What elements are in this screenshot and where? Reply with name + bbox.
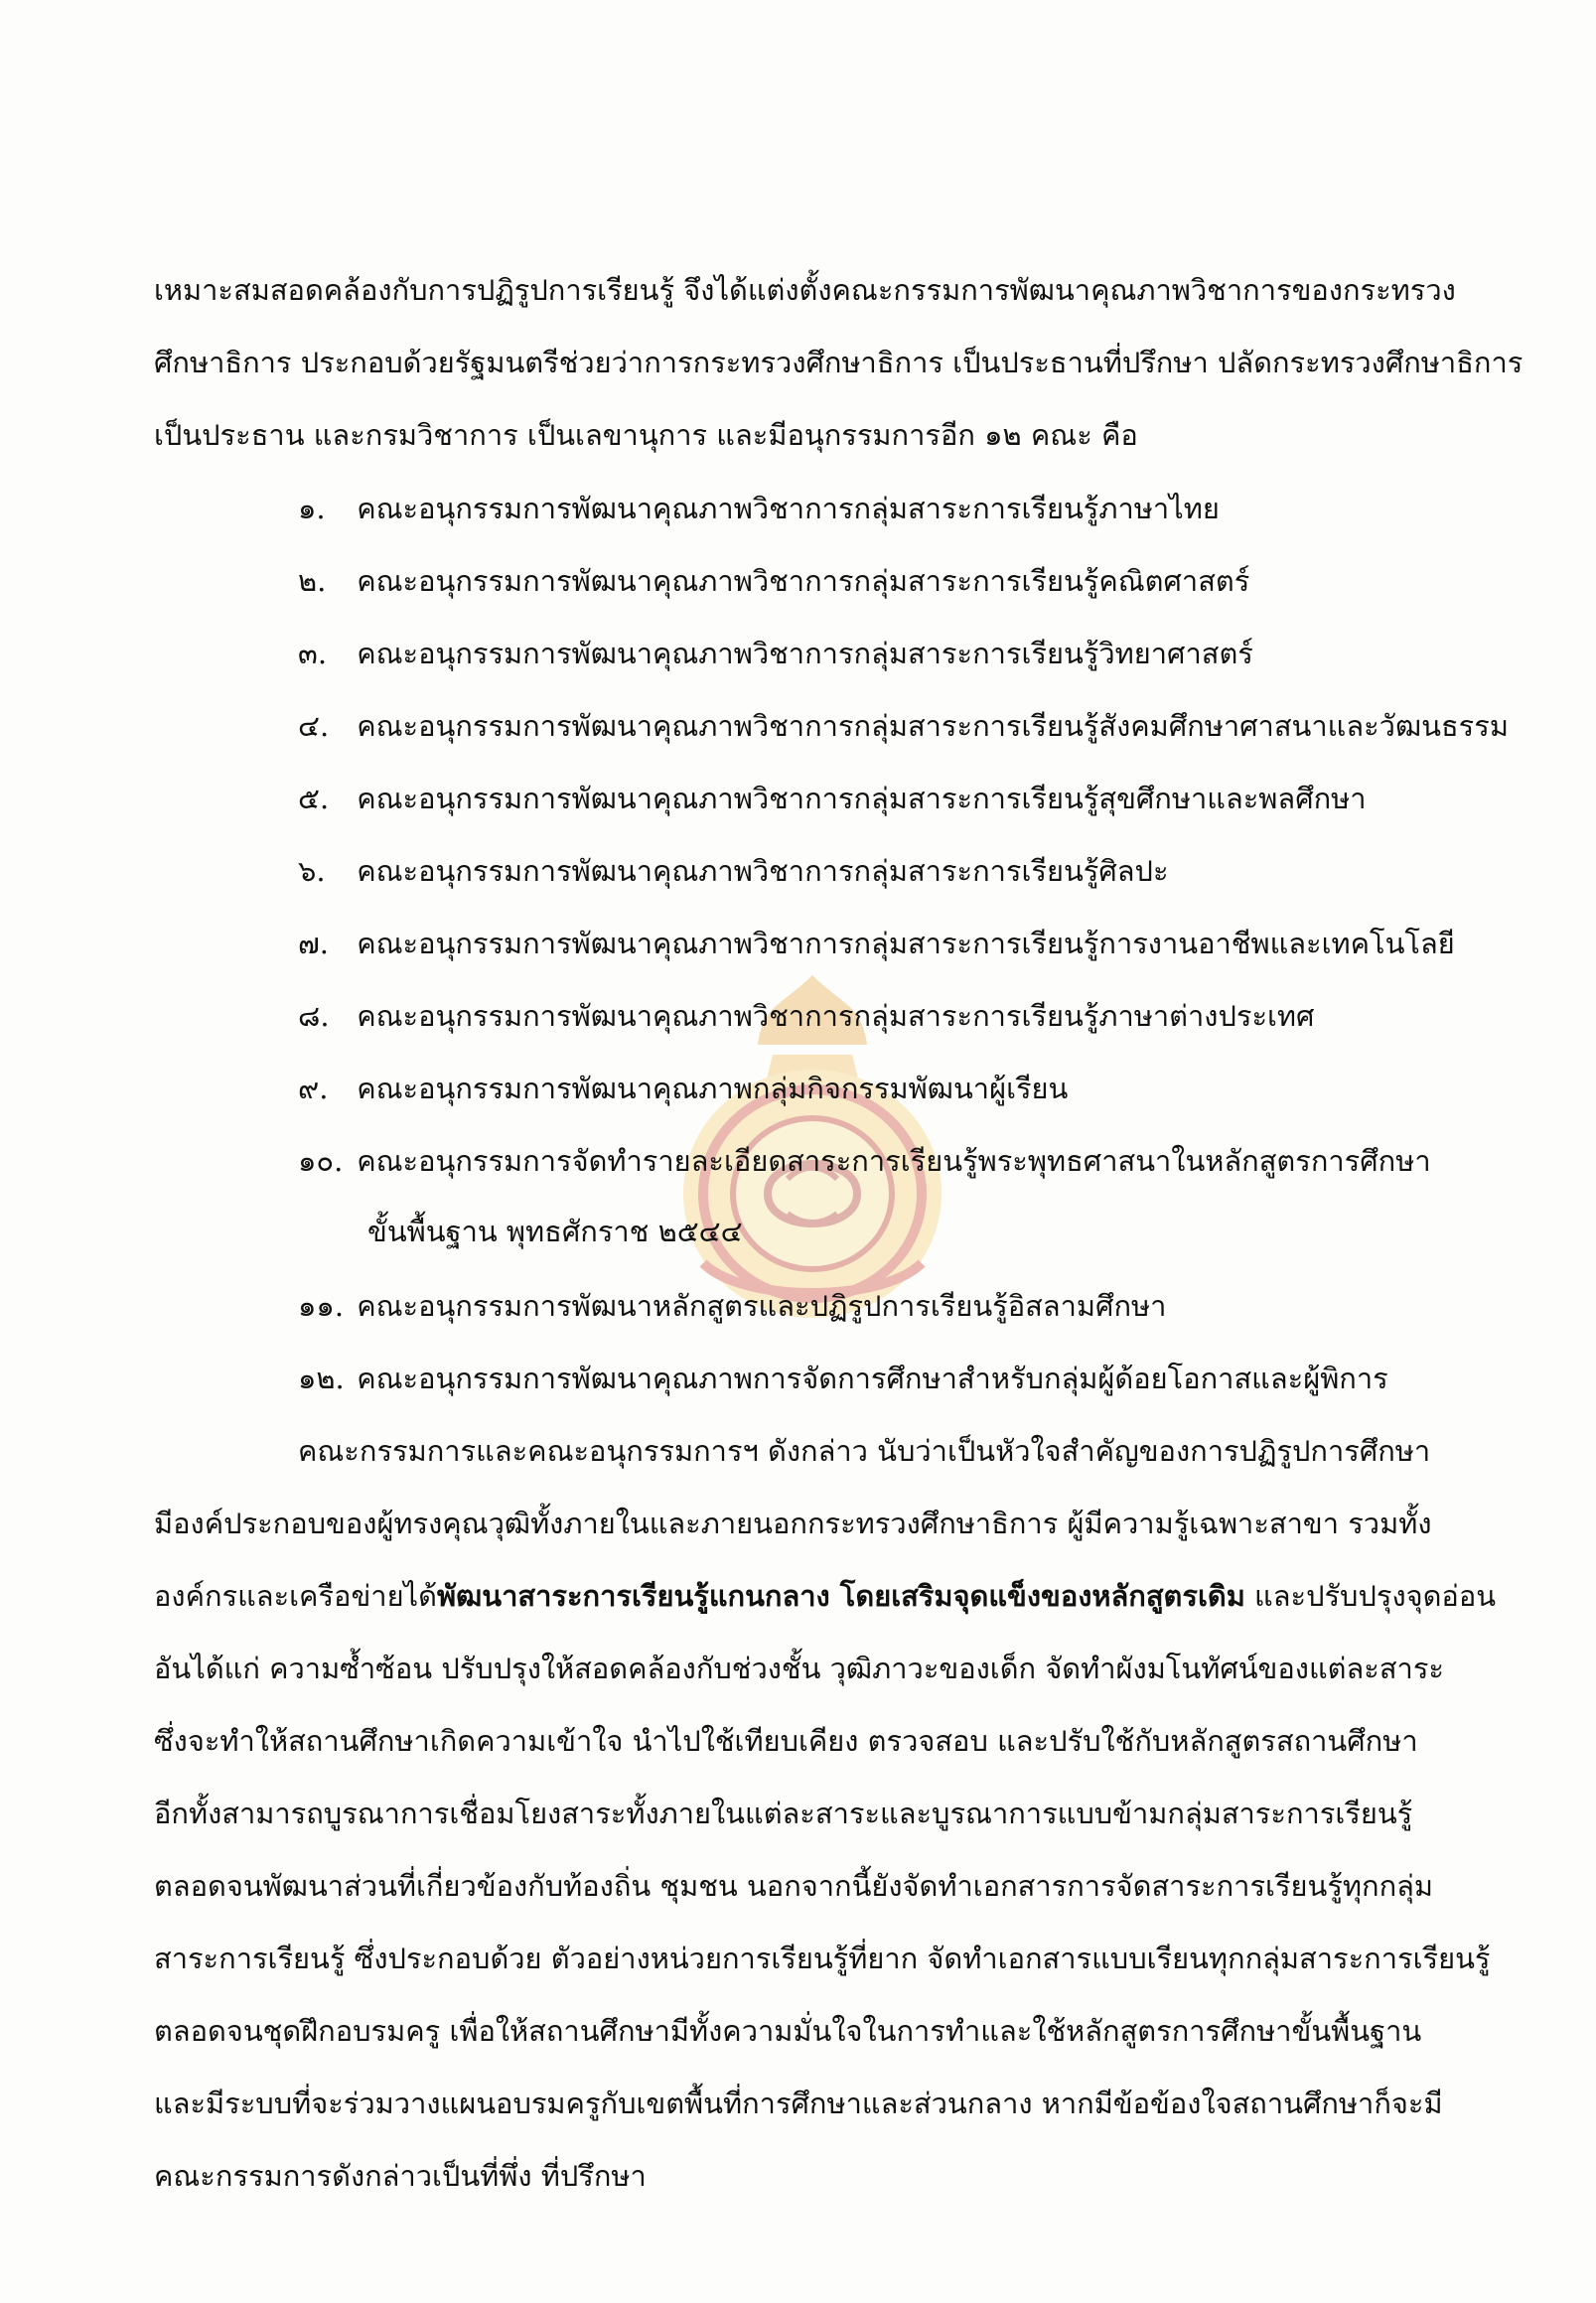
committee-number: ๑๑. bbox=[298, 1289, 345, 1323]
body-line-1: คณะกรรมการและคณะอนุกรรมการฯ ดังกล่าว นับว่าเป็นหัวใจสำคัญของการปฏิรูปการศึกษา bbox=[298, 1434, 1431, 1468]
committee-item bbox=[298, 1139, 1450, 1183]
body-line-4: อันได้แก่ ความซ้ำซ้อน ปรับปรุงให้สอดคล้องกับช่วงชั้น วุฒิภาวะของเด็ก จัดทำผังมโนทัศน์ของแต่ละสาระ bbox=[154, 1652, 1444, 1685]
committee-text: คณะอนุกรรมการพัฒนาคุณภาพการจัดการศึกษาสำหรับกลุ่มผู้ด้อยโอกาสและผู้พิการ bbox=[357, 1362, 1388, 1395]
committee-item bbox=[298, 632, 1450, 675]
body-bold-text: พัฒนาสาระการเรียนรู้แกนกลาง โดยเสริมจุดแข็งของหลักสูตรเดิม bbox=[436, 1579, 1245, 1613]
body-line-3 bbox=[154, 1574, 1497, 1618]
body-line-2: มีองค์ประกอบของผู้ทรงคุณวุฒิทั้งภายในและภายนอกกระทรวงศึกษาธิการ ผู้มีความรู้เฉพาะสาขา รวมทั้ง bbox=[154, 1507, 1432, 1540]
committee-number: ๘. bbox=[298, 999, 330, 1033]
committee-item bbox=[298, 487, 1450, 530]
committee-text: คณะอนุกรรมการพัฒนาคุณภาพวิชาการกลุ่มสาระการเรียนรู้ภาษาต่างประเทศ bbox=[357, 999, 1315, 1033]
committee-text: คณะอนุกรรมการพัฒนาคุณภาพวิชาการกลุ่มสาระการเรียนรู้สุขศึกษาและพลศึกษา bbox=[357, 782, 1367, 815]
committee-item bbox=[298, 994, 1450, 1038]
committee-text: คณะอนุกรรมการจัดทำรายละเอียดสาระการเรียนรู้พระพุทธศาสนาในหลักสูตรการศึกษา bbox=[357, 1144, 1431, 1178]
committee-item bbox=[298, 704, 1509, 748]
committee-number: ๔. bbox=[298, 709, 330, 743]
committee-number: ๑๒. bbox=[298, 1362, 345, 1395]
committee-item bbox=[298, 1067, 1450, 1110]
committee-number: ๓. bbox=[298, 637, 328, 670]
committee-number: ๕. bbox=[298, 782, 330, 815]
committee-number: ๖. bbox=[298, 854, 326, 888]
committee-number: ๑. bbox=[298, 492, 326, 525]
committee-number: ๙. bbox=[298, 1072, 329, 1105]
body-line-5: ซึ่งจะทำให้สถานศึกษาเกิดความเข้าใจ นำไปใช้เทียบเคียง ตรวจสอบ และปรับใช้กับหลักสูตรสถานศึกษา bbox=[154, 1724, 1418, 1758]
committee-text: คณะอนุกรรมการพัฒนาคุณภาพวิชาการกลุ่มสาระการเรียนรู้ศิลปะ bbox=[357, 854, 1169, 888]
body-text: และปรับปรุงจุดอ่อน bbox=[1244, 1579, 1497, 1613]
committee-text: คณะอนุกรรมการพัฒนาคุณภาพกลุ่มกิจกรรมพัฒนาผู้เรียน bbox=[357, 1072, 1069, 1105]
committee-text: คณะอนุกรรมการพัฒนาคุณภาพวิชาการกลุ่มสาระการเรียนรู้สังคมศึกษาศาสนาและวัฒนธรรม bbox=[357, 709, 1509, 743]
committee-number: ๗. bbox=[298, 927, 330, 960]
committee-item bbox=[298, 559, 1450, 603]
intro-line-2: ศึกษาธิการ ประกอบด้วยรัฐมนตรีช่วยว่าการกระทรวงศึกษาธิการ เป็นประธานที่ปรึกษา ปลัดกระทรวงศึกษาธิการ bbox=[154, 346, 1523, 379]
body-line-11: คณะกรรมการดังกล่าวเป็นที่พึ่ง ที่ปรึกษา bbox=[154, 2159, 647, 2193]
committee-text: คณะอนุกรรมการพัฒนาคุณภาพวิชาการกลุ่มสาระการเรียนรู้คณิตศาสตร์ bbox=[357, 564, 1250, 598]
committee-number: ๑๐. bbox=[298, 1144, 344, 1178]
committee-item bbox=[298, 1357, 1450, 1400]
body-line-6: อีกทั้งสามารถบูรณาการเชื่อมโยงสาระทั้งภายในแต่ละสาระและบูรณาการแบบข้ามกลุ่มสาระการเรียนรู้ bbox=[154, 1797, 1413, 1830]
body-text: องค์กรและเครือข่ายได้ bbox=[154, 1579, 437, 1613]
committee-item bbox=[298, 1284, 1450, 1328]
committee-item bbox=[298, 777, 1450, 820]
committee-text: คณะอนุกรรมการพัฒนาคุณภาพวิชาการกลุ่มสาระการเรียนรู้วิทยาศาสตร์ bbox=[357, 637, 1253, 670]
committee-text: คณะอนุกรรมการพัฒนาคุณภาพวิชาการกลุ่มสาระการเรียนรู้การงานอาชีพและเทคโนโลยี bbox=[357, 927, 1455, 960]
intro-line-1: เหมาะสมสอดคล้องกับการปฏิรูปการเรียนรู้ จึงได้แต่งตั้งคณะกรรมการพัฒนาคุณภาพวิชาการของกระทรวง bbox=[154, 273, 1456, 307]
body-line-7: ตลอดจนพัฒนาส่วนที่เกี่ยวข้องกับท้องถิ่น ชุมชน นอกจากนี้ยังจัดทำเอกสารการจัดสาระการเรียนรู้ทุกกลุ่ม bbox=[154, 1869, 1434, 1903]
committee-text-continued: ขั้นพื้นฐาน พุทธศักราช ๒๕๔๔ bbox=[367, 1215, 743, 1248]
committee-text: คณะอนุกรรมการพัฒนาคุณภาพวิชาการกลุ่มสาระการเรียนรู้ภาษาไทย bbox=[357, 492, 1220, 525]
committee-number: ๒. bbox=[298, 564, 327, 598]
committee-item bbox=[298, 922, 1455, 965]
intro-line-3: เป็นประธาน และกรมวิชาการ เป็นเลขานุการ และมีอนุกรรมการอีก ๑๒ คณะ คือ bbox=[154, 418, 1138, 452]
body-line-10: และมีระบบที่จะร่วมวางแผนอบรมครูกับเขตพื้นที่การศึกษาและส่วนกลาง หากมีข้อข้องใจสถานศึกษาก็จะมี bbox=[154, 2087, 1443, 2120]
committee-text: คณะอนุกรรมการพัฒนาหลักสูตรและปฏิรูปการเรียนรู้อิสลามศึกษา bbox=[357, 1289, 1167, 1323]
committee-item bbox=[298, 849, 1450, 893]
body-line-9: ตลอดจนชุดฝึกอบรมครู เพื่อให้สถานศึกษามีทั้งความมั่นใจในการทำและใช้หลักสูตรการศึกษาขั้นพื้นฐาน bbox=[154, 2014, 1422, 2048]
body-line-8: สาระการเรียนรู้ ซึ่งประกอบด้วย ตัวอย่างหน่วยการเรียนรู้ที่ยาก จัดทำเอกสารแบบเรียนทุกกลุ่มสาระการเรียนรู้ bbox=[154, 1942, 1491, 1975]
